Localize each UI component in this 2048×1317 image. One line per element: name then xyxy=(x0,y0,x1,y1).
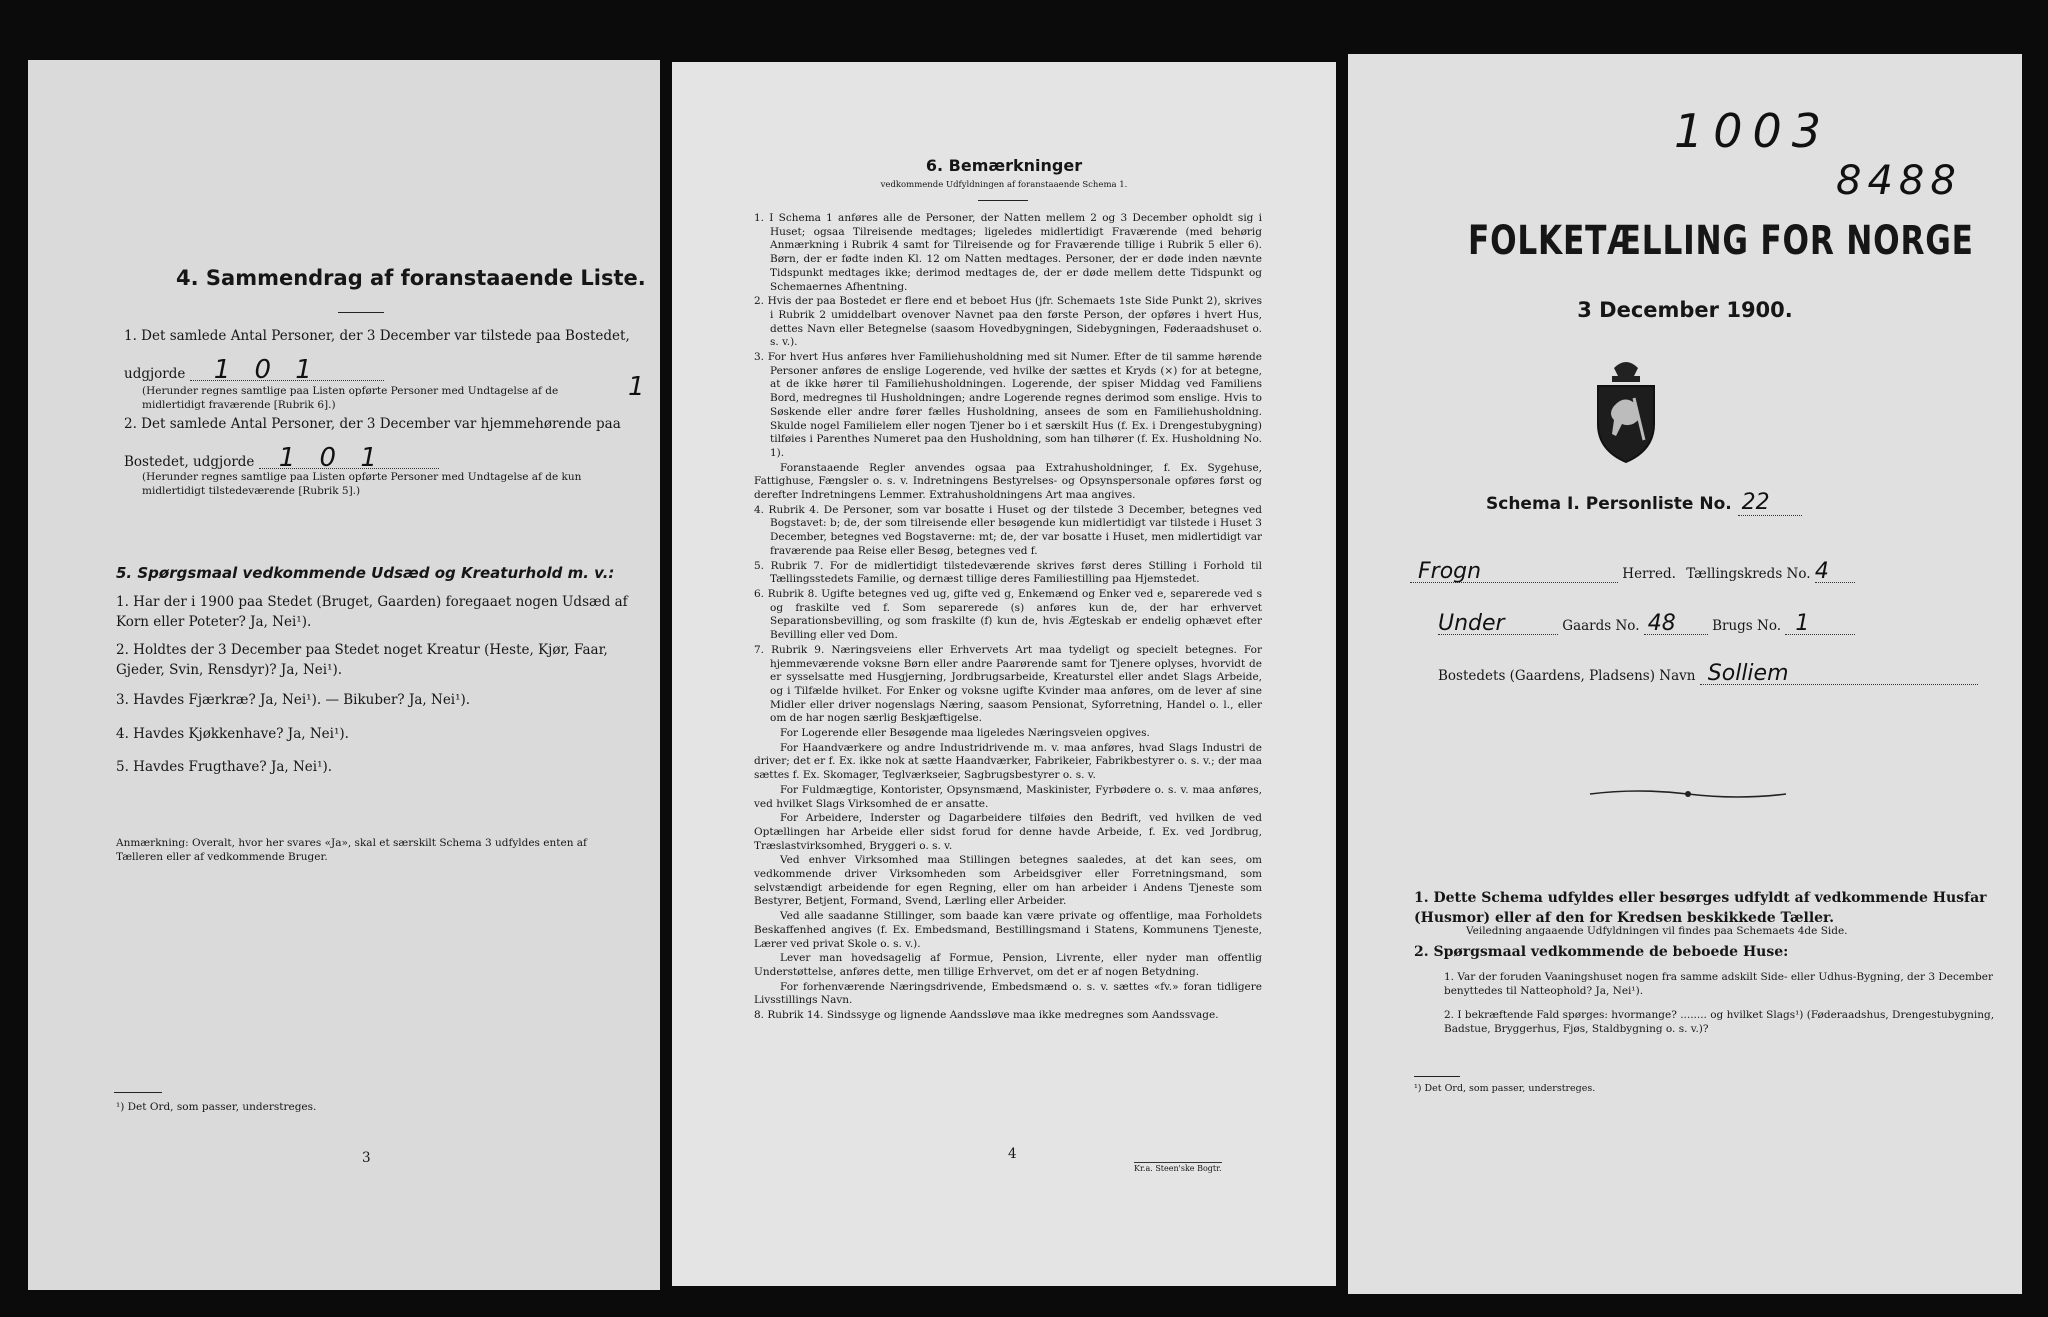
krets-label: Tællingskreds No. xyxy=(1686,566,1811,582)
bosted-line xyxy=(1438,661,2018,686)
page-number: 4 xyxy=(1008,1146,1017,1162)
ornament-divider xyxy=(1588,786,1788,806)
herred-value: Frogn xyxy=(1410,562,1618,583)
instruction-2: 2. Spørgsmaal vedkommende de beboede Huse: xyxy=(1414,944,1789,960)
schema-label: Schema I. Personliste No. xyxy=(1486,494,1732,514)
bosted-label: Bostedets (Gaardens, Pladsens) Navn xyxy=(1438,668,1696,684)
footnote: ¹) Det Ord, som passer, understreges. xyxy=(116,1101,317,1113)
krets-number: 4 xyxy=(1815,562,1855,583)
schema-number: 22 xyxy=(1738,490,1802,516)
page-1-front xyxy=(1348,54,2022,1294)
summary-item-1-margin-mark: 1 xyxy=(628,372,645,402)
gaards-line xyxy=(1438,611,1998,636)
summary-item-2-note: (Herunder regnes samtlige paa Listen opførte Personer med Undtagelse af de kun midlertidigt tilstedeværende [Rubrik 5].) xyxy=(142,471,582,497)
coat-of-arms-icon xyxy=(1584,354,1668,470)
summary-item-1-note: (Herunder regnes samtlige paa Listen opførte Personer med Undtagelse af de midlertidigt fraværende [Rubrik 6].) xyxy=(142,385,559,411)
remark-paragraph: 4. Rubrik 4. De Personer, som var bosatte i Huset og der tilstede 3 December, betegnes ved Bogstavet: b; de, der som tilreisende eller besøgende kun midlertidigt var tilstede i Huset 3 December, betegnes ved Bogstaverne: mt; de, der var bosatte i Huset, men midlertidigt var fraværende paa Reise eller Besøg, betegnes ved f. xyxy=(754,503,1262,557)
remark-paragraph: 3. For hvert Hus anføres hver Familiehusholdning med sit Numer. Efter de til samme hørende Personer anføres de enslige Logerende, ved hvilke der sættes et Kryds (×) for at betegne, at de ikke hører til Familiehusholdningen. Logerende, der spiser Middag ved Familiens Bord, medregnes til Husholdningen; andre Logerende regnes derimod som enslige. Hvis to Søskende eller andre fører fælles Husholdning, ansees de som en Familiehusholdning. Skulde nogel Familielem eller nogen Tjener bo i et særskilt Hus (f. Ex. i Drengestubygning) tilføies i Parenthes Numeret paa den Husholdning, som han tilhører (f. Ex. Husholdning No. 1). xyxy=(754,351,1262,459)
summary-item-2-label: Bostedet, udgjorde xyxy=(124,454,255,470)
summary-item-1-text: 1. Det samlede Antal Personer, der 3 December var tilstede paa Bostedet, xyxy=(124,328,630,344)
remark-paragraph: 5. Rubrik 7. For de midlertidigt tilstedeværende skrives først deres Stilling i Forhold til Tællingsstedets Familie, og dernæst tillige deres Familiestilling paa Hjemstedet. xyxy=(754,559,1262,586)
remark-paragraph: 8. Rubrik 14. Sindssyge og lignende Aandssløve maa ikke medregnes som Aandssvage. xyxy=(754,1009,1219,1022)
remark-paragraph: Ved alle saadanne Stillinger, som baade kan være private og offentlige, maa Forholdets Beskaffenhed angives (f. Ex. Embedsmand, Bestillingsmand i Statens, Kommunens Tjeneste, Lærer ved privat Skole o. s. v.). xyxy=(754,910,1262,950)
remark-paragraph: For forhenværende Næringsdrivende, Embedsmænd o. s. v. sættes «fv.» foran tidligere Livsstillings Navn. xyxy=(754,980,1262,1007)
remark-paragraph: For Haandværkere og andre Industridrivende m. v. maa anføres, hvad Slags Industri de driver; det er f. Ex. ikke nok at sætte Haandværker, Fabrikeier, Fabrikbestyrer o. s. v.; der maa sættes f. Ex. Skomager, Teglværkseier, Sagbrugsbestyrer o. s. v. xyxy=(754,741,1262,782)
remark-paragraph: 1. I Schema 1 anføres alle de Personer, der Natten mellem 2 og 3 December opholdt sig i Huset; ogsaa Tilreisende medtages; ligeledes midlertidigt Fraværende (med behørig Anmærkning i Rubrik 4 samt for Tilreisende og for Fraværende tillige i Rubrik 5 eller 6). Børn, der er fødte inden Kl. 12 om Natten medtages. Personer, der er døde inden nævnte Tidspunkt medtages ikke; derimod medtages de, der er døde mellem dette Tidspunkt og Schemaernes Afhentning. xyxy=(754,212,1262,293)
footnote-divider xyxy=(114,1092,162,1093)
question-4: 4. Havdes Kjøkkenhave? Ja, Nei¹). xyxy=(116,726,349,742)
handwritten-number-2: 8488 xyxy=(1836,158,1962,204)
question-2: 2. Holdtes der 3 December paa Stedet noget Kreatur (Heste, Kjør, Faar, Gjeder, Svin, Rensdyr)? Ja, Nei¹). xyxy=(116,642,608,678)
remark-paragraph: For Fuldmægtige, Kontorister, Opsynsmænd, Maskinister, Fyrbødere o. s. v. maa anføres, ved hvilket Slags Virksomhed de er ansatte. xyxy=(754,783,1262,810)
summary-item-1 xyxy=(124,326,644,384)
divider xyxy=(978,200,1028,201)
remark-paragraph: 6. Rubrik 8. Ugifte betegnes ved ug, gifte ved g, Enkemænd og Enker ved e, separerede ved s og fraskilte ved f. Som separerede (s) anføres kun de, der har erhvervet Separationsbevilling, og som fraskilte (f) kun de, hvis Ægteskab er endelig ophævet efter Bevilling eller ved Dom. xyxy=(754,587,1262,642)
census-date: 3 December 1900. xyxy=(1577,298,1793,322)
question-3: 3. Havdes Fjærkræ? Ja, Nei¹). — Bikuber? Ja, Nei¹). xyxy=(116,692,471,708)
remark-paragraph: Ved enhver Virksomhed maa Stillingen betegnes saaledes, at det kan sees, om vedkommende driver Virksomheden som Arbeidsgiver eller Forretningsmand, som selvstændigt arbeidende for egen Regning, eller om han arbeider i Andens Tjeneste som Bestyrer, Betjent, Formand, Svend, Lærling eller Arbeider. xyxy=(754,854,1262,908)
summary-item-1-value: 1 0 1 xyxy=(190,360,384,381)
instruction-2-2: 2. I bekræftende Fald spørges: hvormange? ........ og hvilket Slags¹) (Føderaadshus, Drengestubygning, Badstue, Bryggerhus, Fjøs, Staldbygning o. s. v.)? xyxy=(1444,1009,1995,1035)
question-5: 5. Havdes Frugthave? Ja, Nei¹). xyxy=(116,759,333,775)
page-number: 3 xyxy=(362,1150,371,1166)
divider xyxy=(338,312,384,313)
remarks-subtitle: vedkommende Udfyldningen af foranstaaende Schema 1. xyxy=(880,180,1128,190)
handwritten-number: 1003 xyxy=(1674,104,1832,158)
page-4-remarks xyxy=(672,62,1336,1286)
remark-paragraph: For Arbeidere, Inderster og Dagarbeidere tilføies den Bedrift, ved hvilken de ved Optællingen har Arbeide eller sidst forud for denne havde Arbeide, f. Ex. ved Jordbrug, Træslastvirksomhed, Bryggeri o. s. v. xyxy=(754,812,1262,852)
schema-line xyxy=(1486,490,1802,516)
remark-paragraph: For Logerende eller Besøgende maa ligeledes Næringsveien opgives. xyxy=(780,727,1150,740)
footnote: ¹) Det Ord, som passer, understreges. xyxy=(1414,1083,1596,1094)
summary-item-2-text: 2. Det samlede Antal Personer, der 3 December var hjemmehørende paa xyxy=(124,416,621,432)
instruction-1-sub: Veiledning angaaende Udfyldningen vil findes paa Schemaets 4de Side. xyxy=(1466,925,1848,937)
printer-mark: Kr.a. Steen'ske Bogtr. xyxy=(1134,1164,1222,1173)
remark-paragraph: Foranstaaende Regler anvendes ogsaa paa Extrahusholdninger, f. Ex. Sygehuse, Fattighuse, Fængsler o. s. v. Indretningens Bestyrelses- og Opsynspersonale opføres først og derefter Indretningens Lemmer. Extrahusholdningens Art maa angives. xyxy=(754,461,1262,502)
bosted-value: Solliem xyxy=(1700,664,1978,685)
remarks-body xyxy=(754,212,1262,1024)
summary-item-1-label: udgjorde xyxy=(124,366,186,382)
question-1: 1. Har der i 1900 paa Stedet (Bruget, Gaarden) foregaaet nogen Udsæd af Korn eller Poteter? Ja, Nei¹). xyxy=(116,594,628,630)
section-4-title: 4. Sammendrag af foranstaaende Liste. xyxy=(176,266,646,290)
gaards-number: 48 xyxy=(1644,614,1708,635)
remark-paragraph: 7. Rubrik 9. Næringsveiens eller Erhvervets Art maa tydeligt og specielt betegnes. For hjemmeværende voksne Børn eller andre Paarørende samt for Tjenere oplyses, hvorvidt de er sysselsatte med Husgjerning, Jordbrugsarbeide, Kreaturstel eller andet Slags Arbeide, og i Tilfælde hvilket. For Enker og voksne ugifte Kvinder maa anføres, om de lever af sine Midler eller driver nogenslags Næring, saasom Pensionat, Syforretning, Handel o. l., eller om de har nogen særlig Beskjæftigelse. xyxy=(754,643,1262,725)
brugs-label: Brugs No. xyxy=(1712,618,1782,634)
instruction-1: 1. Dette Schema udfyldes eller besørges udfyldt af vedkommende Husfar (Husmor) eller af den for Kredsen beskikkede Tæller. xyxy=(1414,890,1987,926)
herred-label: Herred. xyxy=(1622,566,1676,582)
section-5-title: 5. Spørgsmaal vedkommende Udsæd og Kreaturhold m. v.: xyxy=(116,564,615,582)
census-title: FOLKETÆLLING FOR NORGE xyxy=(1468,218,1974,264)
summary-item-2 xyxy=(124,414,644,472)
gaards-label: Gaards No. xyxy=(1562,618,1640,634)
instruction-2-1: 1. Var der foruden Vaaningshuset nogen fra samme adskilt Side- eller Udhus-Bygning, der 3 December benyttedes til Natteophold? Ja, Nei¹). xyxy=(1444,971,1993,997)
page-3-summary xyxy=(28,60,660,1290)
under-value: Under xyxy=(1438,614,1558,635)
summary-item-2-value: 1 0 1 xyxy=(259,448,439,469)
annotation-note: Anmærkning: Overalt, hvor her svares «Ja», skal et særskilt Schema 3 udfyldes enten af Tælleren eller af vedkommende Bruger. xyxy=(116,837,587,863)
brugs-number: 1 xyxy=(1785,614,1855,635)
remark-paragraph: Lever man hovedsagelig af Formue, Pension, Livrente, eller nyder man offentlig Understøttelse, anføres dette, men tillige Erhvervet, om det er af nogen Betydning. xyxy=(754,952,1262,978)
herred-line xyxy=(1410,559,2000,584)
remark-paragraph: 2. Hvis der paa Bostedet er flere end et beboet Hus (jfr. Schemaets 1ste Side Punkt 2), skrives i Rubrik 2 umiddelbart ovenover Navnet paa den første Person, der opføres i hvert Hus, dettes Navn eller Betegnelse (saasom Hovedbygningen, Sidebygningen, Føderaadshuset o. s. v.). xyxy=(754,295,1262,349)
footnote-divider xyxy=(1414,1076,1460,1077)
remarks-title: 6. Bemærkninger xyxy=(925,156,1083,175)
